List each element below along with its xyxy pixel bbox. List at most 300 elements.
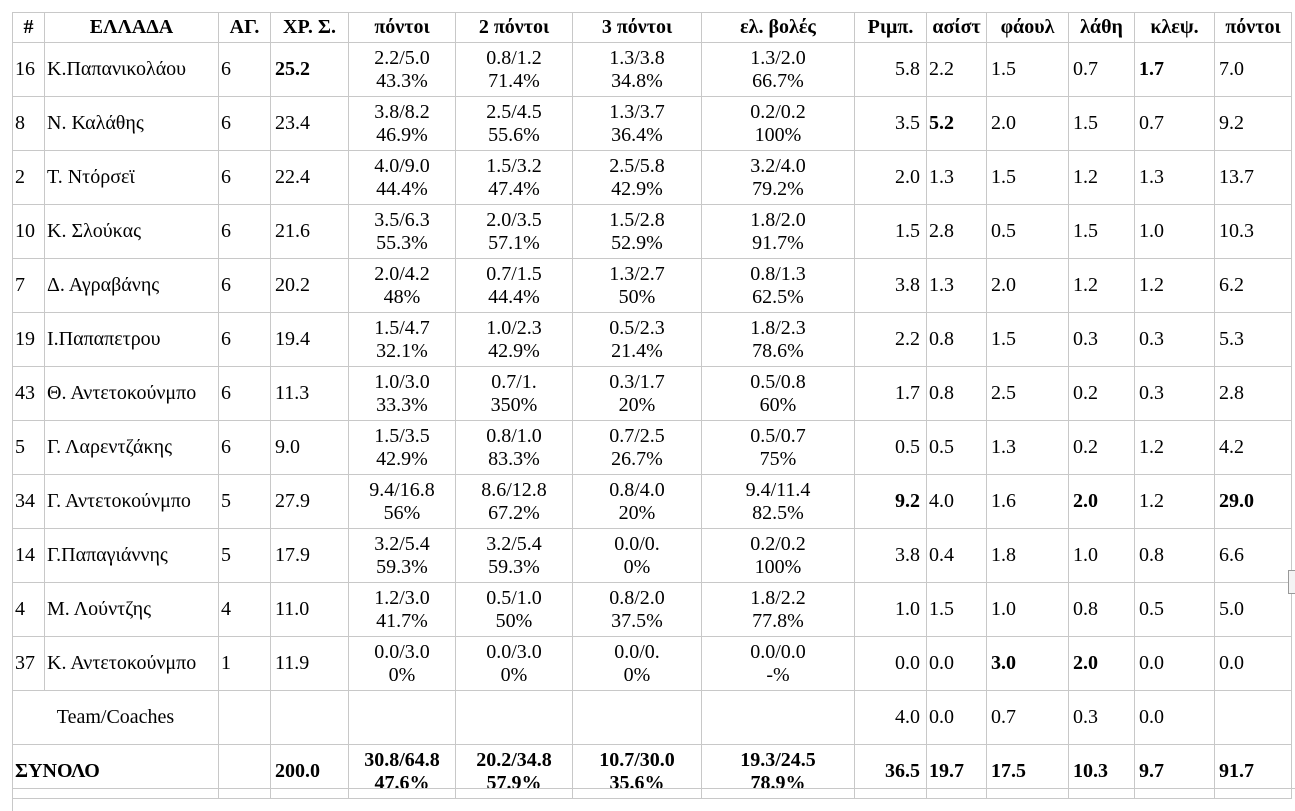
two-points-made: 8.6/12.8	[481, 478, 547, 501]
two-points	[456, 583, 573, 637]
free-throws-made: 0.8/1.3	[750, 262, 806, 285]
field-goals-pct: 43.3%	[376, 69, 428, 92]
free-throws	[702, 259, 855, 313]
three-points	[573, 475, 702, 529]
field-goals-made: 9.4/16.8	[369, 478, 435, 501]
two-points-pct: 67.2%	[488, 501, 540, 524]
fouls: 2.5	[987, 367, 1069, 421]
two-points-made: 0.8/1.0	[486, 424, 542, 447]
field-goals-made: 1.5/3.5	[374, 424, 430, 447]
free-throws-pct: 60%	[759, 393, 797, 416]
col-header-games: ΑΓ.	[219, 13, 271, 43]
field-goals-pct: 41.7%	[376, 609, 428, 632]
minutes: 19.4	[271, 313, 349, 367]
free-throws-pct: 79.2%	[752, 177, 804, 200]
two-points-pct: 0%	[500, 663, 528, 686]
three-points-made: 0.5/2.3	[609, 316, 665, 339]
free-throws-made: 0.5/0.7	[750, 424, 806, 447]
assists: 2.2	[927, 43, 987, 97]
player-name: Θ. Αντετοκούνμπο	[45, 367, 219, 421]
player-name: Ι.Παπαπετρου	[45, 313, 219, 367]
two-points-made: 3.2/5.4	[486, 532, 542, 555]
free-throws-made: 0.2/0.2	[750, 100, 806, 123]
col-header-turnovers: λάθη	[1069, 13, 1135, 43]
col-header-field-goals: πόντοι	[349, 13, 456, 43]
free-throws-made: 1.8/2.0	[750, 208, 806, 231]
three-points-made: 0.7/2.5	[609, 424, 665, 447]
player-row	[13, 367, 1292, 421]
three-points	[573, 421, 702, 475]
header-row	[13, 13, 1292, 43]
turnovers: 2.0	[1069, 637, 1135, 691]
rebounds: 3.5	[855, 97, 927, 151]
field-goals-pct: 46.9%	[376, 123, 428, 146]
rebounds: 0.5	[855, 421, 927, 475]
total-ft-made: 19.3/24.5	[740, 748, 816, 771]
fouls: 3.0	[987, 637, 1069, 691]
free-throws	[702, 367, 855, 421]
turnovers: 0.7	[1069, 43, 1135, 97]
player-name: Γ.Παπαγιάννης	[45, 529, 219, 583]
fouls: 2.0	[987, 259, 1069, 313]
minutes: 21.6	[271, 205, 349, 259]
three-points	[573, 367, 702, 421]
rebounds: 3.8	[855, 529, 927, 583]
steals: 1.2	[1135, 475, 1215, 529]
three-points-made: 1.3/3.7	[609, 100, 665, 123]
points: 29.0	[1215, 475, 1292, 529]
team-label: Team/Coaches	[13, 691, 219, 745]
steals: 0.7	[1135, 97, 1215, 151]
free-throws-pct: 91.7%	[752, 231, 804, 254]
minutes: 23.4	[271, 97, 349, 151]
minutes: 27.9	[271, 475, 349, 529]
steals: 0.0	[1135, 637, 1215, 691]
three-points	[573, 151, 702, 205]
total-assists: 19.7	[927, 745, 987, 799]
field-goals-pct: 59.3%	[376, 555, 428, 578]
minutes: 25.2	[271, 43, 349, 97]
three-points	[573, 205, 702, 259]
minutes: 9.0	[271, 421, 349, 475]
table-bottom-edge	[12, 788, 1295, 789]
col-header-fouls: φάουλ	[987, 13, 1069, 43]
points: 13.7	[1215, 151, 1292, 205]
field-goals-made: 2.0/4.2	[374, 262, 430, 285]
free-throws	[702, 97, 855, 151]
fouls: 1.3	[987, 421, 1069, 475]
field-goals-pct: 44.4%	[376, 177, 428, 200]
field-goals	[349, 151, 456, 205]
games-played: 6	[219, 97, 271, 151]
player-number: 14	[13, 529, 45, 583]
free-throws-pct: 77.8%	[752, 609, 804, 632]
player-row	[13, 529, 1292, 583]
free-throws	[702, 313, 855, 367]
minutes: 11.9	[271, 637, 349, 691]
three-points-pct: 34.8%	[611, 69, 663, 92]
col-header-two-points: 2 πόντοι	[456, 13, 573, 43]
player-name: Ν. Καλάθης	[45, 97, 219, 151]
turnovers: 1.0	[1069, 529, 1135, 583]
free-throws	[702, 475, 855, 529]
player-name: Κ. Σλούκας	[45, 205, 219, 259]
free-throws	[702, 151, 855, 205]
two-points-made: 0.8/1.2	[486, 46, 542, 69]
three-points-pct: 50%	[618, 285, 656, 308]
field-goals	[349, 529, 456, 583]
field-goals-made: 2.2/5.0	[374, 46, 430, 69]
fouls: 1.6	[987, 475, 1069, 529]
free-throws-made: 1.8/2.2	[750, 586, 806, 609]
two-points	[456, 421, 573, 475]
free-throws-pct: 66.7%	[752, 69, 804, 92]
total-label: ΣΥΝΟΛΟ	[13, 745, 219, 799]
points: 6.6	[1215, 529, 1292, 583]
free-throws-pct: 75%	[759, 447, 797, 470]
fouls: 1.5	[987, 43, 1069, 97]
team-fouls: 0.7	[987, 691, 1069, 745]
two-points-made: 2.5/4.5	[486, 100, 542, 123]
col-header-free-throws: ελ. βολές	[702, 13, 855, 43]
games-played: 6	[219, 313, 271, 367]
rebounds: 1.7	[855, 367, 927, 421]
player-row	[13, 421, 1292, 475]
col-header-steals: κλεψ.	[1135, 13, 1215, 43]
rebounds: 5.8	[855, 43, 927, 97]
minutes: 20.2	[271, 259, 349, 313]
two-points-pct: 350%	[490, 393, 538, 416]
field-goals-pct: 48%	[383, 285, 421, 308]
games-played: 6	[219, 43, 271, 97]
player-number: 2	[13, 151, 45, 205]
field-goals-pct: 56%	[383, 501, 421, 524]
three-points-made: 0.0/0.	[614, 532, 660, 555]
two-points-pct: 57.1%	[488, 231, 540, 254]
player-number: 19	[13, 313, 45, 367]
assists: 1.3	[927, 151, 987, 205]
two-points	[456, 529, 573, 583]
col-header-number: #	[13, 13, 45, 43]
rebounds: 1.5	[855, 205, 927, 259]
player-row	[13, 97, 1292, 151]
free-throws-made: 1.8/2.3	[750, 316, 806, 339]
points: 10.3	[1215, 205, 1292, 259]
col-header-team: ΕΛΛΑΔΑ	[45, 13, 219, 43]
assists: 0.4	[927, 529, 987, 583]
total-steals: 9.7	[1135, 745, 1215, 799]
steals: 0.8	[1135, 529, 1215, 583]
player-number: 16	[13, 43, 45, 97]
free-throws-pct: 78.6%	[752, 339, 804, 362]
three-points-made: 1.3/3.8	[609, 46, 665, 69]
assists: 0.8	[927, 367, 987, 421]
minutes: 22.4	[271, 151, 349, 205]
two-points-made: 0.7/1.5	[486, 262, 542, 285]
col-header-minutes: ΧΡ. Σ.	[271, 13, 349, 43]
three-points	[573, 43, 702, 97]
two-points	[456, 205, 573, 259]
turnovers: 1.2	[1069, 259, 1135, 313]
player-name: Δ. Αγραβάνης	[45, 259, 219, 313]
field-goals	[349, 421, 456, 475]
player-row	[13, 475, 1292, 529]
player-number: 34	[13, 475, 45, 529]
two-points-pct: 47.4%	[488, 177, 540, 200]
rebounds: 2.2	[855, 313, 927, 367]
three-points	[573, 313, 702, 367]
player-row	[13, 43, 1292, 97]
player-row	[13, 313, 1292, 367]
total-3p-made: 10.7/30.0	[599, 748, 675, 771]
col-header-three-points: 3 πόντοι	[573, 13, 702, 43]
three-points-pct: 26.7%	[611, 447, 663, 470]
player-number: 5	[13, 421, 45, 475]
two-points	[456, 367, 573, 421]
team-coaches-row	[13, 691, 1292, 745]
three-points-pct: 0%	[623, 663, 651, 686]
points: 0.0	[1215, 637, 1292, 691]
points: 9.2	[1215, 97, 1292, 151]
player-name: Μ. Λούντζης	[45, 583, 219, 637]
three-points-pct: 0%	[623, 555, 651, 578]
games-played: 5	[219, 529, 271, 583]
field-goals	[349, 205, 456, 259]
three-points-made: 0.0/0.	[614, 640, 660, 663]
free-throws	[702, 583, 855, 637]
assists: 4.0	[927, 475, 987, 529]
total-three-points	[573, 745, 702, 799]
turnovers: 1.2	[1069, 151, 1135, 205]
steals: 1.2	[1135, 421, 1215, 475]
player-name: Γ. Λαρεντζάκης	[45, 421, 219, 475]
total-2p-pct: 57.9%	[486, 771, 542, 794]
team-turnovers: 0.3	[1069, 691, 1135, 745]
two-points-pct: 44.4%	[488, 285, 540, 308]
field-goals-made: 1.2/3.0	[374, 586, 430, 609]
two-points	[456, 259, 573, 313]
field-goals	[349, 259, 456, 313]
total-field-goals	[349, 745, 456, 799]
three-points-pct: 36.4%	[611, 123, 663, 146]
games-played: 6	[219, 421, 271, 475]
player-row	[13, 637, 1292, 691]
points: 6.2	[1215, 259, 1292, 313]
field-goals-pct: 55.3%	[376, 231, 428, 254]
total-fouls: 17.5	[987, 745, 1069, 799]
col-header-rebounds: Ριμπ.	[855, 13, 927, 43]
field-goals-made: 1.0/3.0	[374, 370, 430, 393]
minutes: 11.3	[271, 367, 349, 421]
field-goals-made: 3.2/5.4	[374, 532, 430, 555]
three-points-pct: 20%	[618, 393, 656, 416]
player-number: 43	[13, 367, 45, 421]
rebounds: 9.2	[855, 475, 927, 529]
assists: 2.8	[927, 205, 987, 259]
points: 7.0	[1215, 43, 1292, 97]
player-number: 10	[13, 205, 45, 259]
turnovers: 1.5	[1069, 97, 1135, 151]
two-points-pct: 42.9%	[488, 339, 540, 362]
games-played: 5	[219, 475, 271, 529]
player-number: 8	[13, 97, 45, 151]
field-goals-pct: 33.3%	[376, 393, 428, 416]
free-throws-made: 1.3/2.0	[750, 46, 806, 69]
player-row	[13, 205, 1292, 259]
total-rebounds: 36.5	[855, 745, 927, 799]
fouls: 1.5	[987, 151, 1069, 205]
fouls: 1.8	[987, 529, 1069, 583]
free-throws	[702, 43, 855, 97]
field-goals	[349, 97, 456, 151]
free-throws	[702, 205, 855, 259]
field-goals-made: 1.5/4.7	[374, 316, 430, 339]
two-points	[456, 637, 573, 691]
assists: 0.8	[927, 313, 987, 367]
three-points-pct: 42.9%	[611, 177, 663, 200]
col-header-assists: ασίστ	[927, 13, 987, 43]
two-points-made: 1.5/3.2	[486, 154, 542, 177]
games-played: 6	[219, 367, 271, 421]
total-minutes: 200.0	[271, 745, 349, 799]
minutes: 17.9	[271, 529, 349, 583]
field-goals-pct: 0%	[388, 663, 416, 686]
two-points	[456, 151, 573, 205]
two-points-made: 0.0/3.0	[486, 640, 542, 663]
team-steals: 0.0	[1135, 691, 1215, 745]
points: 2.8	[1215, 367, 1292, 421]
points: 4.2	[1215, 421, 1292, 475]
assists: 0.0	[927, 637, 987, 691]
free-throws-made: 3.2/4.0	[750, 154, 806, 177]
three-points	[573, 529, 702, 583]
assists: 1.5	[927, 583, 987, 637]
three-points-pct: 37.5%	[611, 609, 663, 632]
free-throws-pct: 100%	[754, 123, 802, 146]
three-points-made: 0.8/4.0	[609, 478, 665, 501]
free-throws-pct: 100%	[754, 555, 802, 578]
free-throws-made: 0.5/0.8	[750, 370, 806, 393]
free-throws-pct: -%	[766, 663, 790, 686]
two-points	[456, 97, 573, 151]
player-name: Κ. Αντετοκούνμπο	[45, 637, 219, 691]
turnovers: 0.2	[1069, 367, 1135, 421]
fouls: 1.0	[987, 583, 1069, 637]
two-points-pct: 50%	[495, 609, 533, 632]
free-throws-made: 9.4/11.4	[745, 478, 811, 501]
games-played: 1	[219, 637, 271, 691]
field-goals	[349, 313, 456, 367]
player-number: 37	[13, 637, 45, 691]
total-fg-made: 30.8/64.8	[364, 748, 440, 771]
total-2p-made: 20.2/34.8	[476, 748, 552, 771]
fouls: 2.0	[987, 97, 1069, 151]
rebounds: 2.0	[855, 151, 927, 205]
three-points-made: 0.3/1.7	[609, 370, 665, 393]
turnovers: 0.8	[1069, 583, 1135, 637]
two-points-made: 2.0/3.5	[486, 208, 542, 231]
player-number: 7	[13, 259, 45, 313]
scrollbar-handle[interactable]	[1288, 570, 1295, 594]
free-throws-pct: 62.5%	[752, 285, 804, 308]
two-points-made: 0.7/1.	[491, 370, 537, 393]
three-points-made: 1.5/2.8	[609, 208, 665, 231]
assists: 5.2	[927, 97, 987, 151]
field-goals-made: 4.0/9.0	[374, 154, 430, 177]
player-row	[13, 583, 1292, 637]
total-points: 91.7	[1215, 745, 1292, 799]
field-goals	[349, 583, 456, 637]
three-points-made: 0.8/2.0	[609, 586, 665, 609]
steals: 1.3	[1135, 151, 1215, 205]
free-throws-made: 0.2/0.2	[750, 532, 806, 555]
total-two-points	[456, 745, 573, 799]
total-row	[13, 745, 1292, 799]
team-assists: 0.0	[927, 691, 987, 745]
col-header-points: πόντοι	[1215, 13, 1292, 43]
minutes: 11.0	[271, 583, 349, 637]
total-ft-pct: 78.9%	[750, 771, 806, 794]
three-points-pct: 20%	[618, 501, 656, 524]
total-turnovers: 10.3	[1069, 745, 1135, 799]
fouls: 1.5	[987, 313, 1069, 367]
field-goals-made: 0.0/3.0	[374, 640, 430, 663]
three-points	[573, 637, 702, 691]
three-points	[573, 97, 702, 151]
games-played: 6	[219, 259, 271, 313]
player-row	[13, 151, 1292, 205]
two-points-pct: 71.4%	[488, 69, 540, 92]
points: 5.3	[1215, 313, 1292, 367]
three-points-made: 2.5/5.8	[609, 154, 665, 177]
three-points	[573, 583, 702, 637]
free-throws-pct: 82.5%	[752, 501, 804, 524]
assists: 1.3	[927, 259, 987, 313]
three-points-pct: 21.4%	[611, 339, 663, 362]
turnovers: 1.5	[1069, 205, 1135, 259]
rebounds: 0.0	[855, 637, 927, 691]
two-points-pct: 55.6%	[488, 123, 540, 146]
steals: 0.5	[1135, 583, 1215, 637]
field-goals	[349, 367, 456, 421]
field-goals	[349, 637, 456, 691]
total-free-throws	[702, 745, 855, 799]
total-3p-pct: 35.6%	[609, 771, 665, 794]
three-points	[573, 259, 702, 313]
player-name: Κ.Παπανικολάου	[45, 43, 219, 97]
player-name: Γ. Αντετοκούνμπο	[45, 475, 219, 529]
field-goals-pct: 42.9%	[376, 447, 428, 470]
two-points	[456, 475, 573, 529]
player-name: Τ. Ντόρσεϊ	[45, 151, 219, 205]
points: 5.0	[1215, 583, 1292, 637]
free-throws-made: 0.0/0.0	[750, 640, 806, 663]
player-row	[13, 259, 1292, 313]
fouls: 0.5	[987, 205, 1069, 259]
stats-table	[12, 12, 1292, 799]
steals: 0.3	[1135, 367, 1215, 421]
two-points-made: 0.5/1.0	[486, 586, 542, 609]
rebounds: 3.8	[855, 259, 927, 313]
field-goals-made: 3.8/8.2	[374, 100, 430, 123]
games-played: 4	[219, 583, 271, 637]
turnovers: 0.3	[1069, 313, 1135, 367]
total-fg-pct: 47.6%	[374, 771, 430, 794]
turnovers: 2.0	[1069, 475, 1135, 529]
two-points-made: 1.0/2.3	[486, 316, 542, 339]
team-rebounds: 4.0	[855, 691, 927, 745]
steals: 1.0	[1135, 205, 1215, 259]
